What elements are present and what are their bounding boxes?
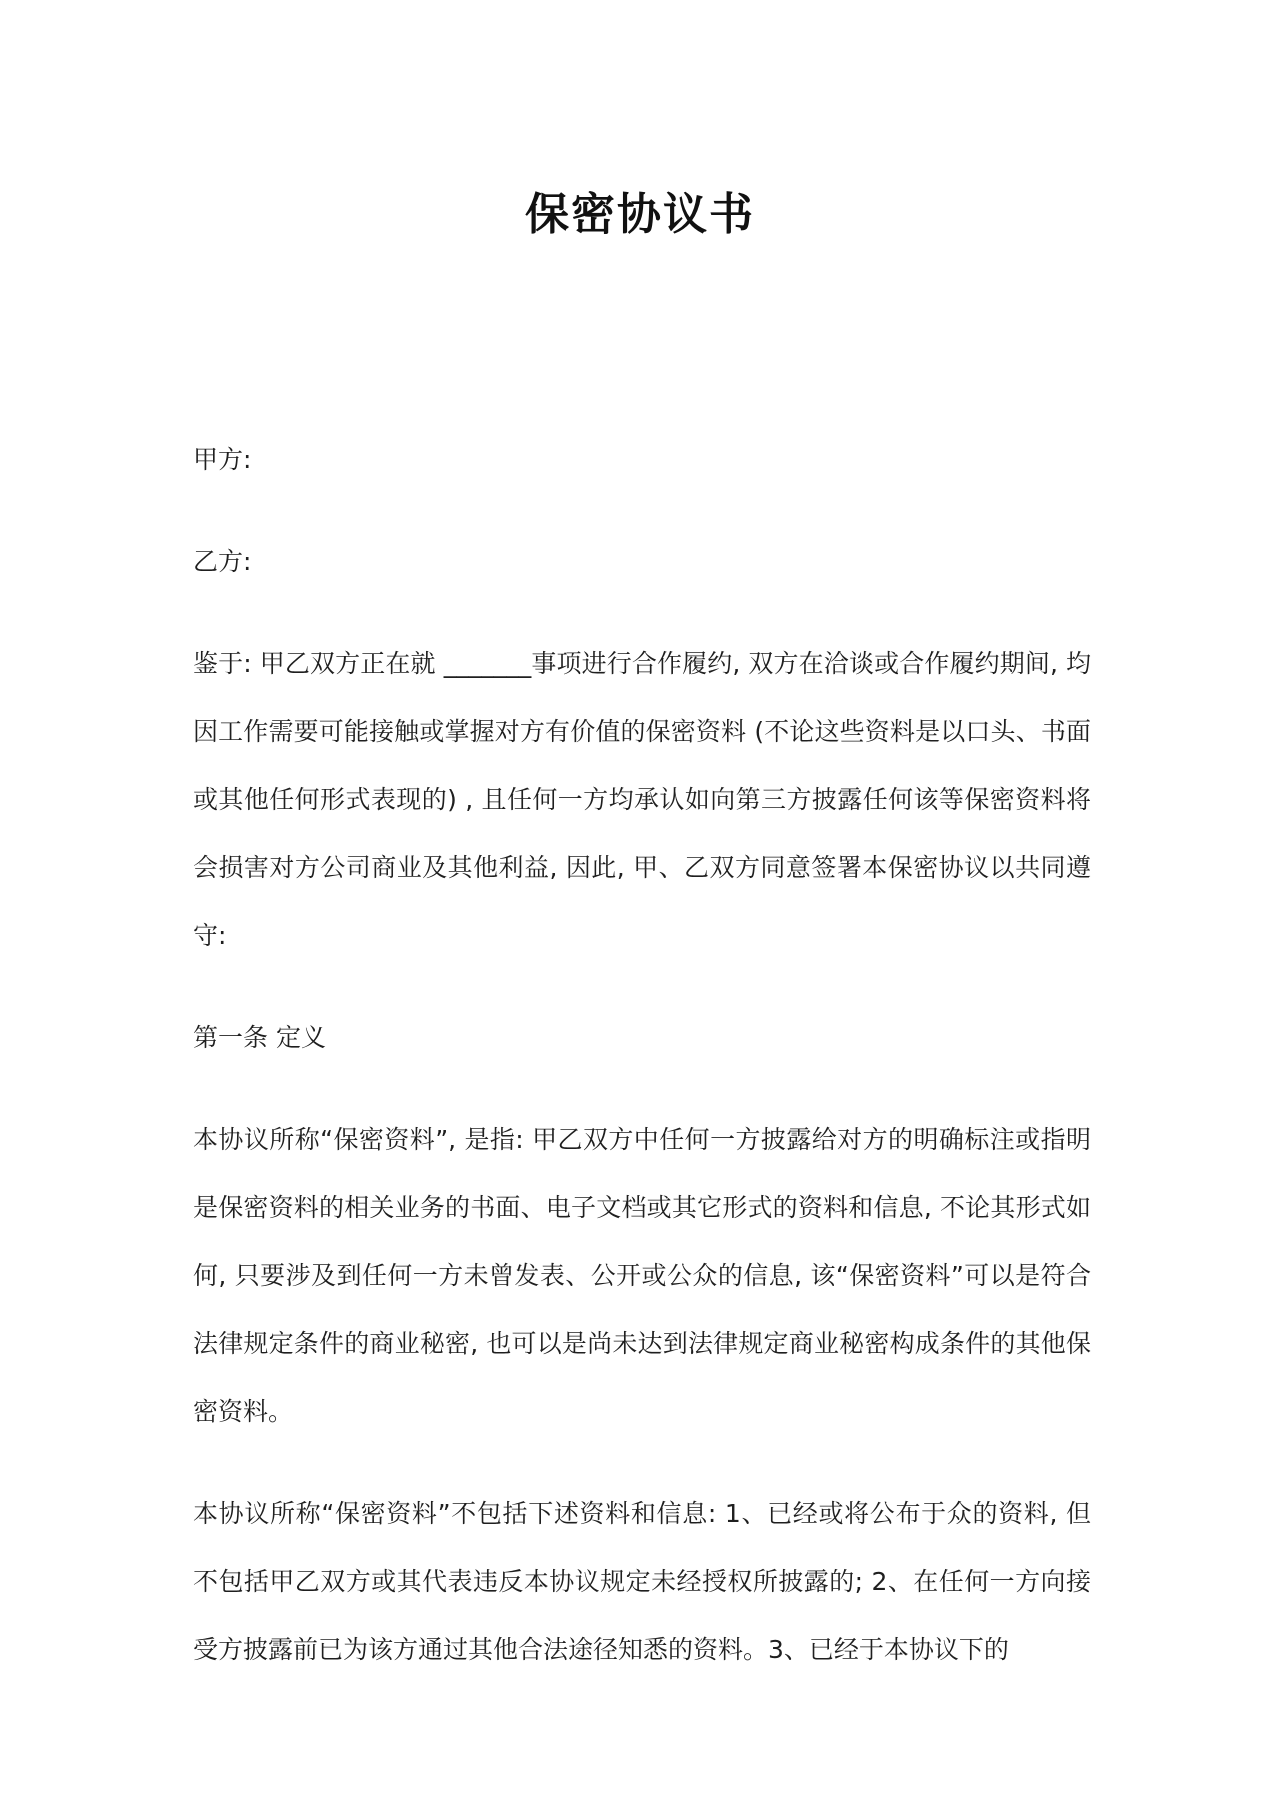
document-title: 保密协议书	[525, 189, 755, 240]
document-body	[193, 426, 1091, 1718]
party-b-label: 乙方:	[193, 547, 252, 576]
recital-paragraph: 鉴于: 甲乙双方正在就 _______事项进行合作履约, 双方在洽谈或合作履约期间, 均因工作需要可能接触或掌握对方有价值的保密资料 (不论这些资料是以口头、书面或其他任何形式表现的) , 且任何一方均承认如向第三方披露任何该等保密资料将会损害对方公司商业及其他利益, 因此, 甲、乙双方同意签署本保密协议以共同遵守:	[193, 649, 1091, 950]
definition-paragraph: 本协议所称“保密资料”, 是指: 甲乙双方中任何一方披露给对方的明确标注或指明是保密资料的相关业务的书面、电子文档或其它形式的资料和信息, 不论其形式如何, 只要涉及到任何一方未曾发表、公开或公众的信息, 该“保密资料”可以是符合法律规定条件的商业秘密, 也可以是尚未达到法律规定商业秘密构成条件的其他保密资料。	[193, 1125, 1091, 1426]
article-1-heading: 第一条 定义	[193, 1023, 326, 1052]
exclusions-paragraph: 本协议所称“保密资料”不包括下述资料和信息: 1、已经或将公布于众的资料, 但不包括甲乙双方或其代表违反本协议规定未经授权所披露的; 2、在任何一方向接受方披露前已为该方通过其他合法途径知悉的资料。3、已经于本协议下的	[193, 1499, 1091, 1664]
party-a-label: 甲方:	[193, 445, 252, 474]
